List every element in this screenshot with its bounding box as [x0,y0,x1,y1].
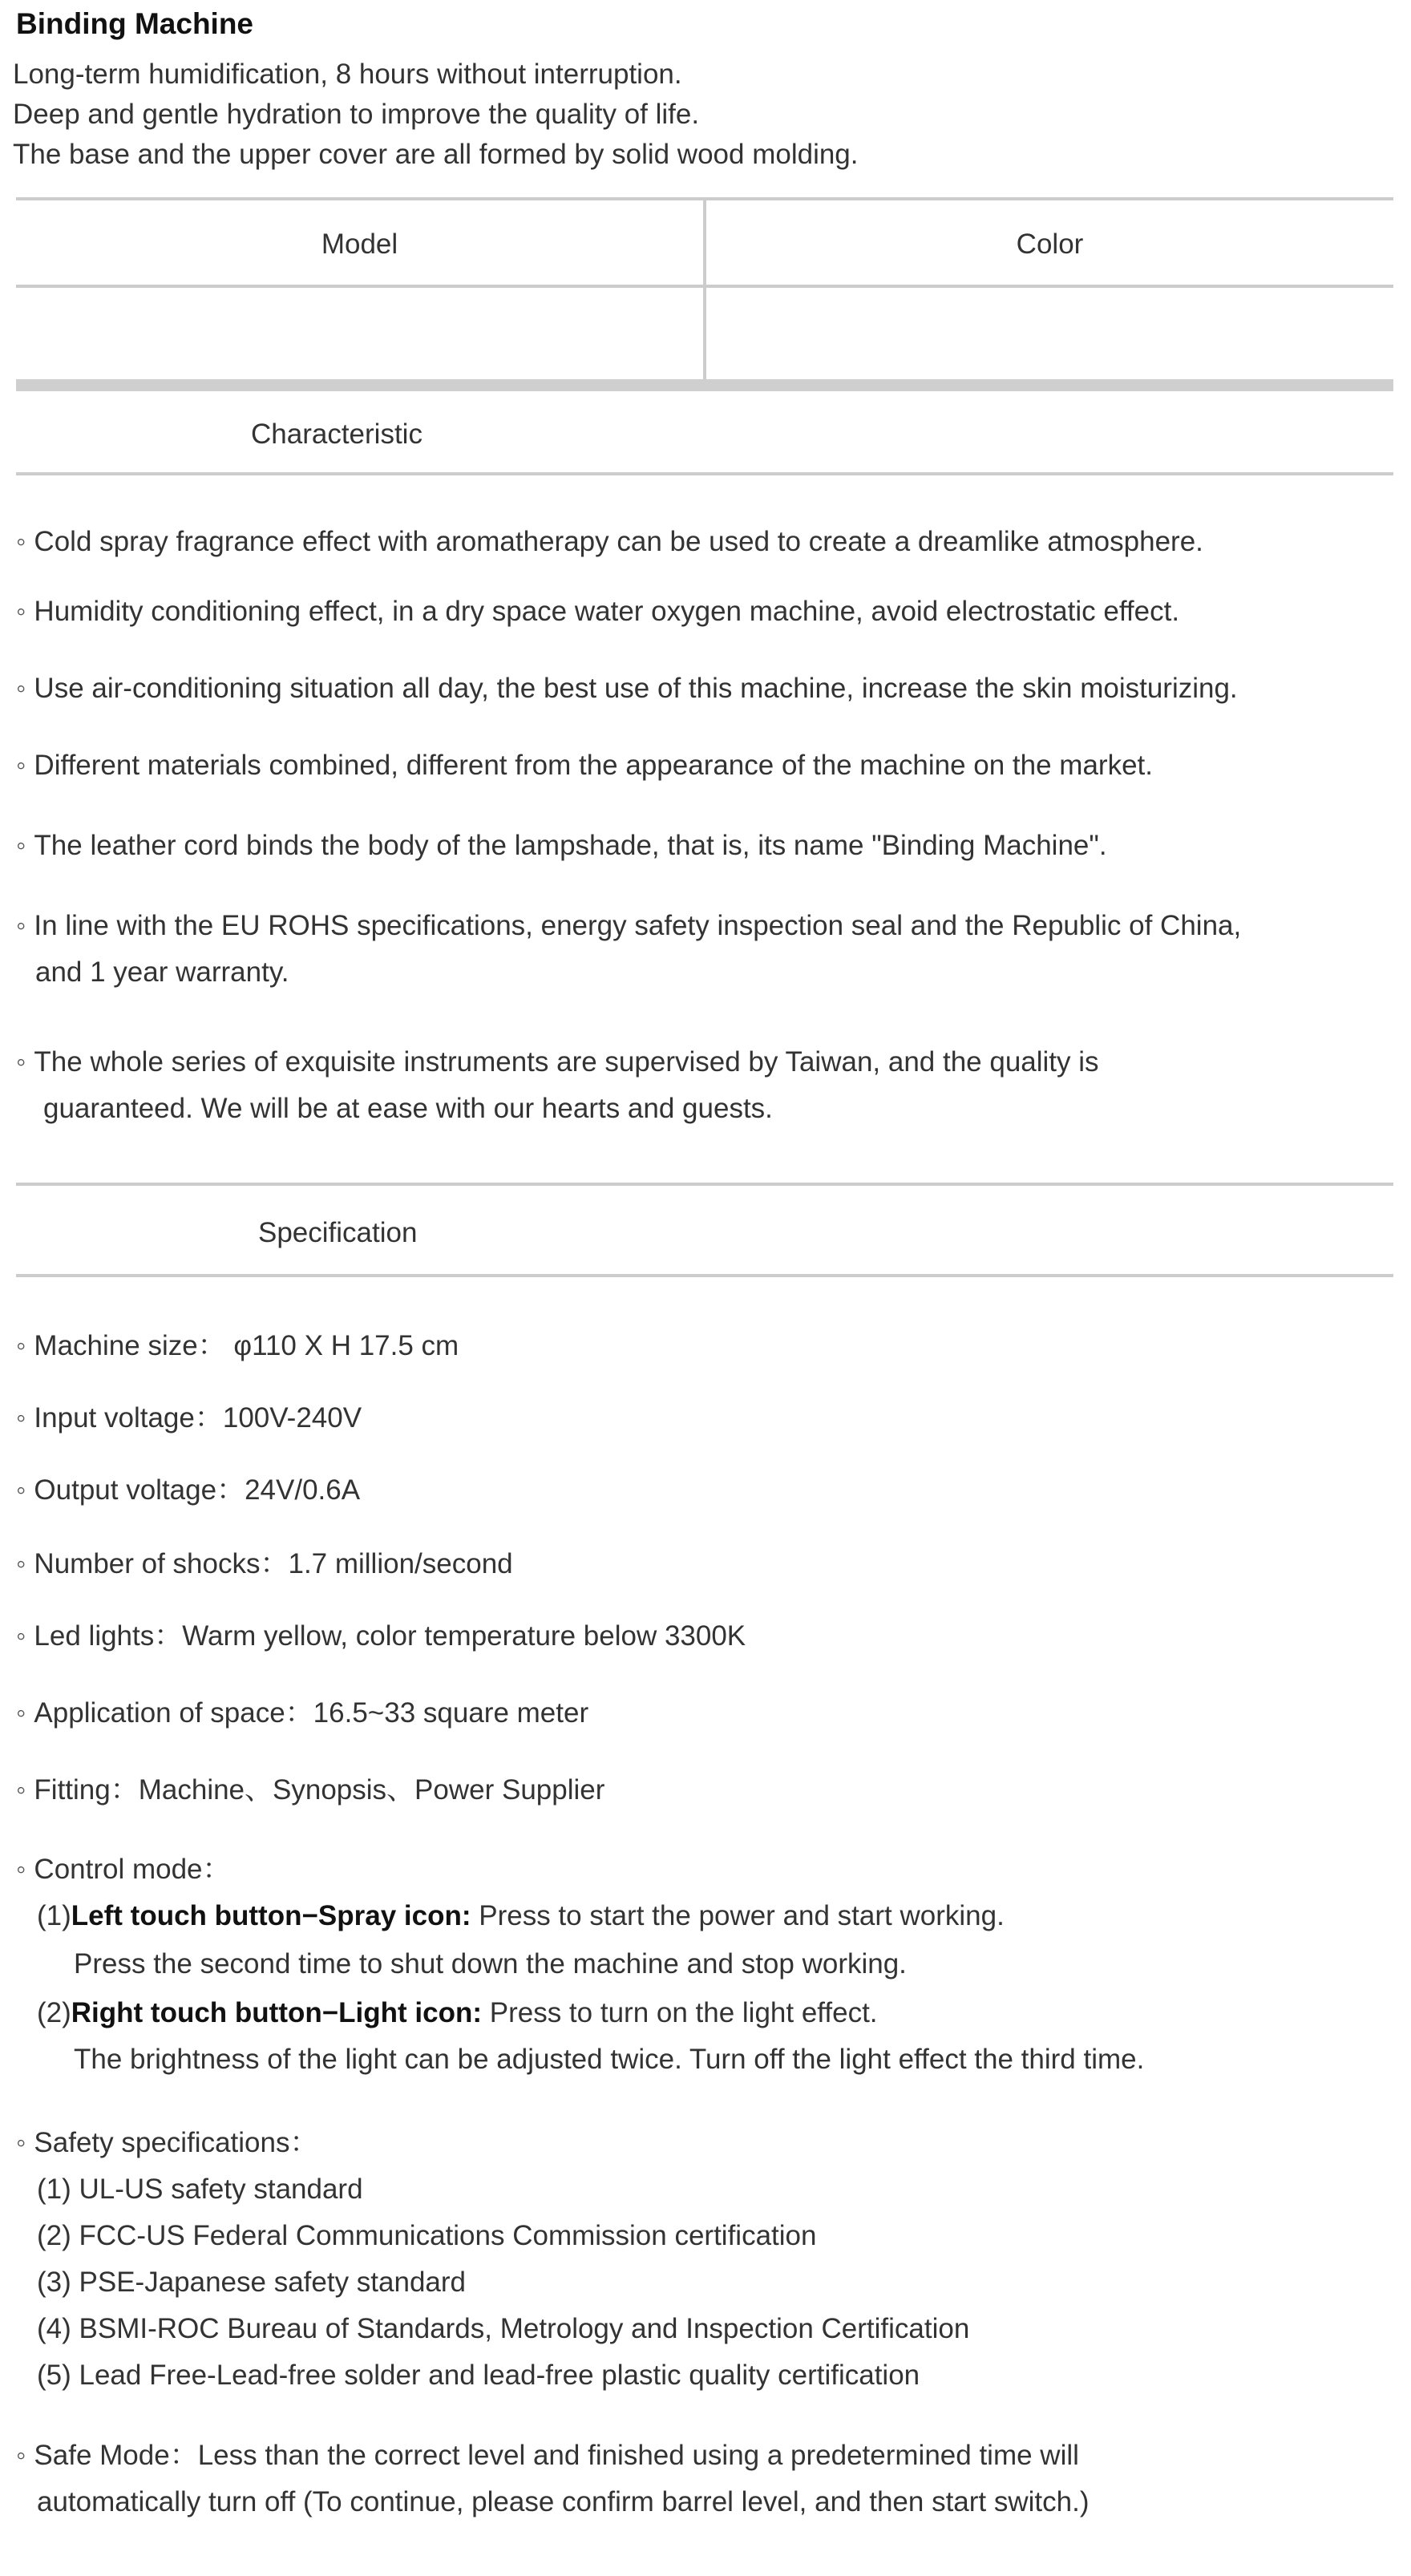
intro-line: The base and the upper cover are all formed by solid wood molding. [13,139,859,170]
safety-item: (3) PSE-Japanese safety standard [37,2267,467,2298]
specification-top-divider [16,1183,1393,1186]
safe-mode-continuation: automatically turn off (To continue, please confirm barrel level, and then start switch.) [37,2486,1090,2517]
specification-heading: Specification [258,1217,418,1248]
control-right-button-detail: The brightness of the light can be adjusted twice. Turn off the light effect the third time. [74,2044,1145,2075]
model-header: Model [321,228,398,260]
list-item: ◦ Use air-conditioning situation all day, the best use of this machine, increase the skin moisturizing. [16,673,1238,704]
control-left-button: (1)Left touch button−Spray icon: Press to start the power and start working. [37,1900,1005,1931]
spec-fitting: ◦ Fitting：Machine、Synopsis、Power Supplier [16,1774,605,1806]
list-item: ◦ The whole series of exquisite instruments are supervised by Taiwan, and the quality is [16,1046,1099,1078]
list-item: ◦ In line with the EU ROHS specifications, energy safety inspection seal and the Republic of China, [16,910,1242,941]
spec-output-voltage: ◦ Output voltage：24V/0.6A [16,1474,361,1506]
spec-safety: ◦ Safety specifications： [16,2127,318,2158]
spec-shocks: ◦ Number of shocks：1.7 million/second [16,1548,513,1579]
spec-control-mode: ◦ Control mode： [16,1854,231,1885]
spec-input-voltage: ◦ Input voltage：100V-240V [16,1402,362,1434]
characteristic-heading: Characteristic [251,419,422,450]
intro-line: Long-term humidification, 8 hours without interruption. [13,59,682,90]
list-item: ◦ Cold spray fragrance effect with aromatherapy can be used to create a dreamlike atmosphere. [16,526,1203,557]
list-item: ◦ Humidity conditioning effect, in a dry space water oxygen machine, avoid electrostatic effect. [16,596,1180,627]
intro-line: Deep and gentle hydration to improve the quality of life. [13,99,700,130]
list-item: ◦ The leather cord binds the body of the lampshade, that is, its name "Binding Machine". [16,830,1107,861]
safety-item: (5) Lead Free-Lead-free solder and lead-free plastic quality certification [37,2360,920,2391]
control-right-button: (2)Right touch button−Light icon: Press to turn on the light effect. [37,1997,878,2028]
color-header: Color [1016,228,1084,260]
product-title: Binding Machine [16,7,253,40]
list-item: ◦ Different materials combined, different from the appearance of the machine on the market. [16,750,1153,781]
spec-safe-mode: ◦ Safe Mode：Less than the correct level and finished using a predetermined time will [16,2440,1079,2471]
intro-text [13,55,859,175]
safety-item: (1) UL-US safety standard [37,2174,363,2205]
list-item-continuation: guaranteed. We will be at ease with our hearts and guests. [43,1093,773,1124]
characteristic-divider [16,472,1393,475]
safety-item: (2) FCC-US Federal Communications Commission certification [37,2220,817,2251]
spec-machine-size: ◦ Machine size： φ110 X H 17.5 cm [16,1330,459,1361]
control-left-button-detail: Press the second time to shut down the machine and stop working. [74,1948,907,1980]
specification-divider [16,1274,1393,1277]
list-item-continuation: and 1 year warranty. [35,956,289,988]
safety-item: (4) BSMI-ROC Bureau of Standards, Metrology and Inspection Certification [37,2313,970,2344]
table-bottom-border [16,379,1393,391]
spec-application-space: ◦ Application of space：16.5~33 square meter [16,1697,589,1729]
table-row-divider [16,285,1393,288]
spec-led-lights: ◦ Led lights：Warm yellow, color temperature below 3300K [16,1620,746,1652]
